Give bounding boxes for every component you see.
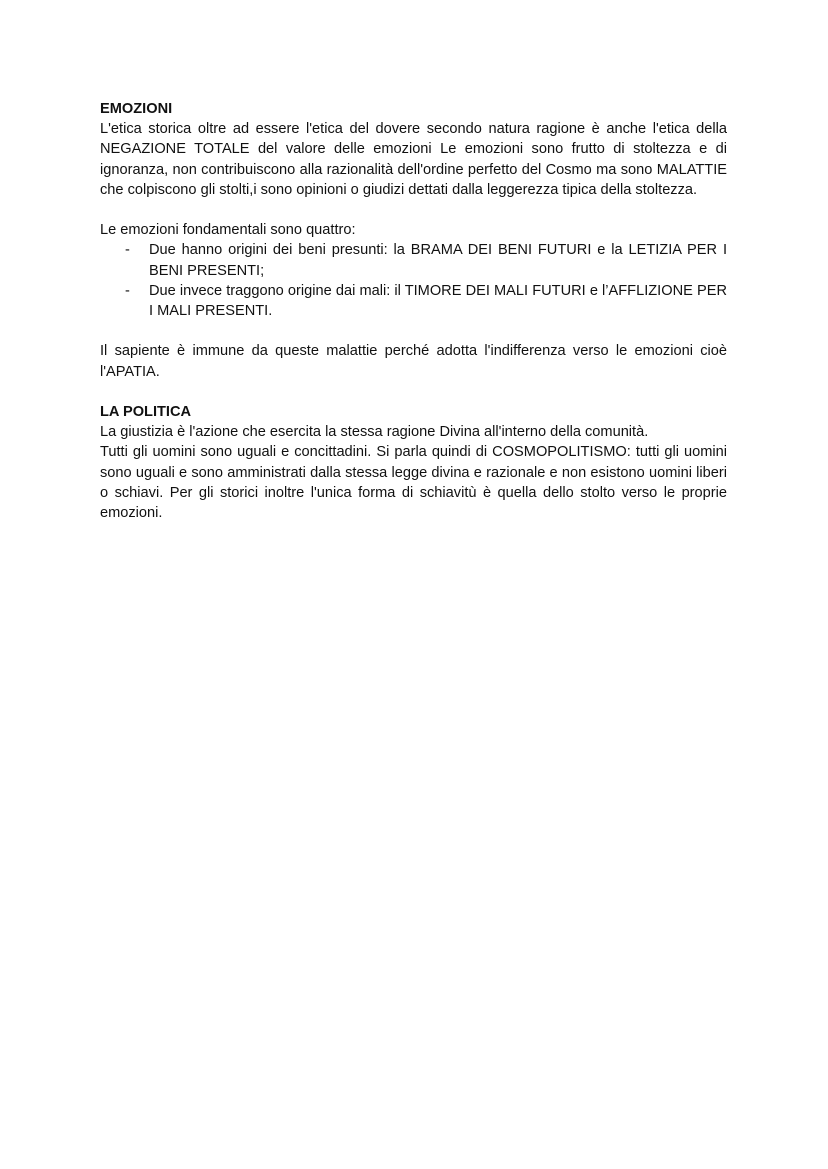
list-item [100, 240, 727, 280]
blank-line [100, 382, 727, 402]
emozioni-list-intro: Le emozioni fondamentali sono quattro: [100, 222, 356, 239]
politica-first-line: La giustizia è l'azione che esercita la stessa ragione Divina all'interno della comunità. [100, 424, 649, 441]
politica-paragraph: Tutti gli uomini sono uguali e concittadini. Si parla quindi di COSMOPOLITISMO: tutti gli uomini sono uguali e sono amministrati dalla stessa legge divina e razionale e non esistono uomini liberi o schiavi. Per gli storici inoltre l'unica forma di schiavitù è quella dello stolto verso le proprie emozioni. [100, 444, 727, 522]
bullet-dash: - [125, 282, 130, 299]
document-page [100, 99, 727, 523]
list-item-text: Due hanno origini dei beni presunti: la BRAMA DEI BENI FUTURI e la LETIZIA PER I BENI PRESENTI; [149, 242, 727, 279]
blank-line [100, 321, 727, 341]
bullet-dash: - [125, 242, 130, 259]
blank-line [100, 200, 727, 220]
list-item [100, 281, 727, 321]
emozioni-paragraph: L'etica storica oltre ad essere l'etica del dovere secondo natura ragione è anche l'etica della NEGAZIONE TOTALE del valore delle emozioni Le emozioni sono frutto di stoltezza e di ignoranza, non contribuiscono alla razionalità dell'ordine perfetto del Cosmo ma sono MALATTIE che colpiscono gli stolti,i sono opinioni o giudizi dettati dalla leggerezza tipica della stoltezza. [100, 121, 727, 198]
section-heading-emozioni: EMOZIONI [100, 101, 173, 117]
emozioni-bullet-list [100, 240, 727, 321]
list-item-text: Due invece traggono origine dai mali: il TIMORE DEI MALI FUTURI e l’AFFLIZIONE PER I MALI PRESENTI. [149, 282, 727, 320]
section-heading-politica: LA POLITICA [100, 404, 192, 420]
emozioni-closing-paragraph: Il sapiente è immune da queste malattie perché adotta l'indifferenza verso le emozioni cioè l'APATIA. [100, 343, 727, 380]
